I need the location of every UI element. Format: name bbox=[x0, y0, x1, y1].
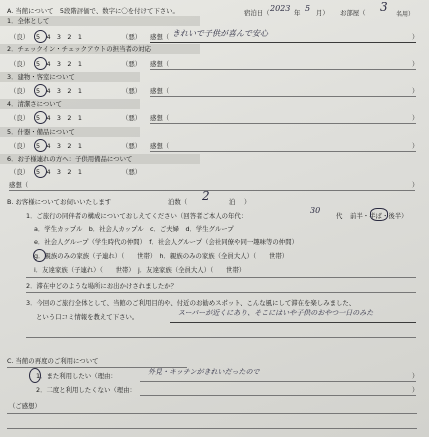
intro-text: A. 当館について 5段階評価で、数字に〇を付けて下さい。 bbox=[7, 7, 179, 15]
scale-good: （良） bbox=[10, 114, 30, 122]
section-1-answer: きれいで子供が喜んで安心 bbox=[172, 29, 268, 38]
comment-label: 感想（ bbox=[150, 142, 170, 150]
section-5-title: 5．什器・備品について bbox=[7, 128, 75, 136]
stay-date-label: 宿泊日（ bbox=[244, 9, 270, 17]
close-paren: ） bbox=[412, 33, 419, 41]
rating-circle bbox=[34, 84, 47, 97]
section-2-title: 2．チェックイン・チェックアウトの担当者の対応 bbox=[7, 45, 151, 53]
scale-bad: （悪） bbox=[122, 33, 142, 41]
room-suffix: 名用） bbox=[396, 11, 415, 18]
comment-label: 感想（ bbox=[150, 33, 170, 41]
scale-numbers: 5 4 3 2 1 bbox=[36, 87, 82, 95]
rating-circle bbox=[34, 165, 47, 178]
scale-numbers: 5 4 3 2 1 bbox=[36, 33, 82, 41]
c-comment-label: （ご感想） bbox=[9, 402, 41, 410]
scale-bad: （悪） bbox=[122, 87, 142, 95]
q3-line1: 3．今回のご旅行全体として、当館のご利用目的や、付近のお勧めスポット、こんな風にして滞在を楽しみました、 bbox=[26, 299, 356, 307]
q1-option-line: g．親族のみの家族（子連れ）（ 世帯） h．親族のみの家族（全員大人）（ 世帯） bbox=[34, 252, 289, 260]
nights-label: 泊数（ bbox=[168, 198, 188, 206]
scale-numbers: 5 4 3 2 1 bbox=[36, 142, 82, 150]
rating-circle bbox=[34, 139, 47, 152]
age-unit: 代 bbox=[336, 212, 343, 220]
section-3-title: 3．建物・客室について bbox=[7, 73, 75, 81]
close-paren: ） bbox=[412, 181, 419, 189]
q2-text: 2．滞在中どのような場所にお出かけされましたか？ bbox=[26, 282, 178, 290]
rating-circle bbox=[34, 111, 47, 124]
c-option-2: 2．二度と利用したくない（理由： bbox=[36, 386, 136, 394]
section-6-title: 6．お子様連れの方へ：子供用備品について bbox=[7, 155, 133, 163]
close-paren: ） bbox=[412, 372, 419, 380]
q1-option-line: i．友達家族（子連れ）（ 世帯） j．友達家族（全員大人）（ 世帯） bbox=[34, 266, 246, 274]
section-4-title: 4．清潔さについて bbox=[7, 100, 63, 108]
nights-value: 2 bbox=[202, 189, 210, 203]
age-circle bbox=[370, 208, 388, 221]
room-label: お部屋（ bbox=[340, 9, 366, 17]
q3-answer: スーパーが近くにあり、そこにはいや子供のおやつ一日のみた bbox=[178, 309, 374, 317]
c-option-1: 1．また利用したい（理由： bbox=[36, 372, 117, 380]
close-paren: ） bbox=[412, 60, 419, 68]
scale-good: （良） bbox=[10, 87, 30, 95]
close-paren: ） bbox=[412, 114, 419, 122]
close-paren: ） bbox=[412, 142, 419, 150]
year-unit: 年 bbox=[294, 9, 301, 17]
rating-circle bbox=[34, 30, 47, 43]
scale-bad: （悪） bbox=[122, 168, 142, 176]
scale-good: （良） bbox=[10, 60, 30, 68]
scale-bad: （悪） bbox=[122, 114, 142, 122]
scale-numbers: 5 4 3 2 1 bbox=[36, 168, 82, 176]
comment-label: 感想（ bbox=[150, 87, 170, 95]
q3-line2: という口コミ情報を教えて下さい。 bbox=[36, 313, 139, 321]
c-answer: 外見・キッチンがきれいだったので bbox=[148, 368, 260, 376]
section-1-title: 1．全体として bbox=[7, 17, 50, 25]
stay-year: 2023 bbox=[270, 4, 291, 13]
q1-text: 1．ご旅行の同伴者の構成についておしえてください（回答者ご本人の年代： bbox=[26, 212, 248, 220]
scale-bad: （悪） bbox=[122, 142, 142, 150]
scale-good: （良） bbox=[10, 168, 30, 176]
room-number: 3 bbox=[380, 0, 388, 14]
rating-circle bbox=[34, 57, 47, 70]
scale-numbers: 5 4 3 2 1 bbox=[36, 60, 82, 68]
section-b-title: B. お客様についてお伺いいたします bbox=[7, 198, 112, 206]
month-unit: 月） bbox=[316, 9, 329, 17]
close-paren: ） bbox=[412, 386, 419, 394]
comment-label: 感想（ bbox=[9, 181, 29, 189]
nights-unit: 泊 bbox=[229, 198, 236, 206]
stay-month: 5 bbox=[305, 4, 311, 13]
choice-circle bbox=[29, 368, 41, 383]
age-value: 30 bbox=[310, 206, 321, 215]
close-paren: ） bbox=[244, 198, 251, 206]
q1-option-line: a．学生カップル b．社会人カップル c．ご夫婦 d．学生グループ bbox=[34, 225, 234, 233]
scale-bad: （悪） bbox=[122, 60, 142, 68]
option-circle bbox=[33, 249, 46, 262]
q1-option-line: e．社会人グループ（学生時代の仲間） f．社会人グループ（会社同僚や同一趣味等の仲間） bbox=[34, 238, 298, 246]
scale-numbers: 5 4 3 2 1 bbox=[36, 114, 82, 122]
close-paren: ） bbox=[412, 87, 419, 95]
scale-good: （良） bbox=[10, 142, 30, 150]
comment-label: 感想（ bbox=[150, 114, 170, 122]
comment-label: 感想（ bbox=[150, 60, 170, 68]
section-c-title: C. 当館の再度のご利用について bbox=[7, 357, 99, 365]
age-options: 前半・半ば・後半） bbox=[350, 212, 408, 220]
scale-good: （良） bbox=[10, 33, 30, 41]
